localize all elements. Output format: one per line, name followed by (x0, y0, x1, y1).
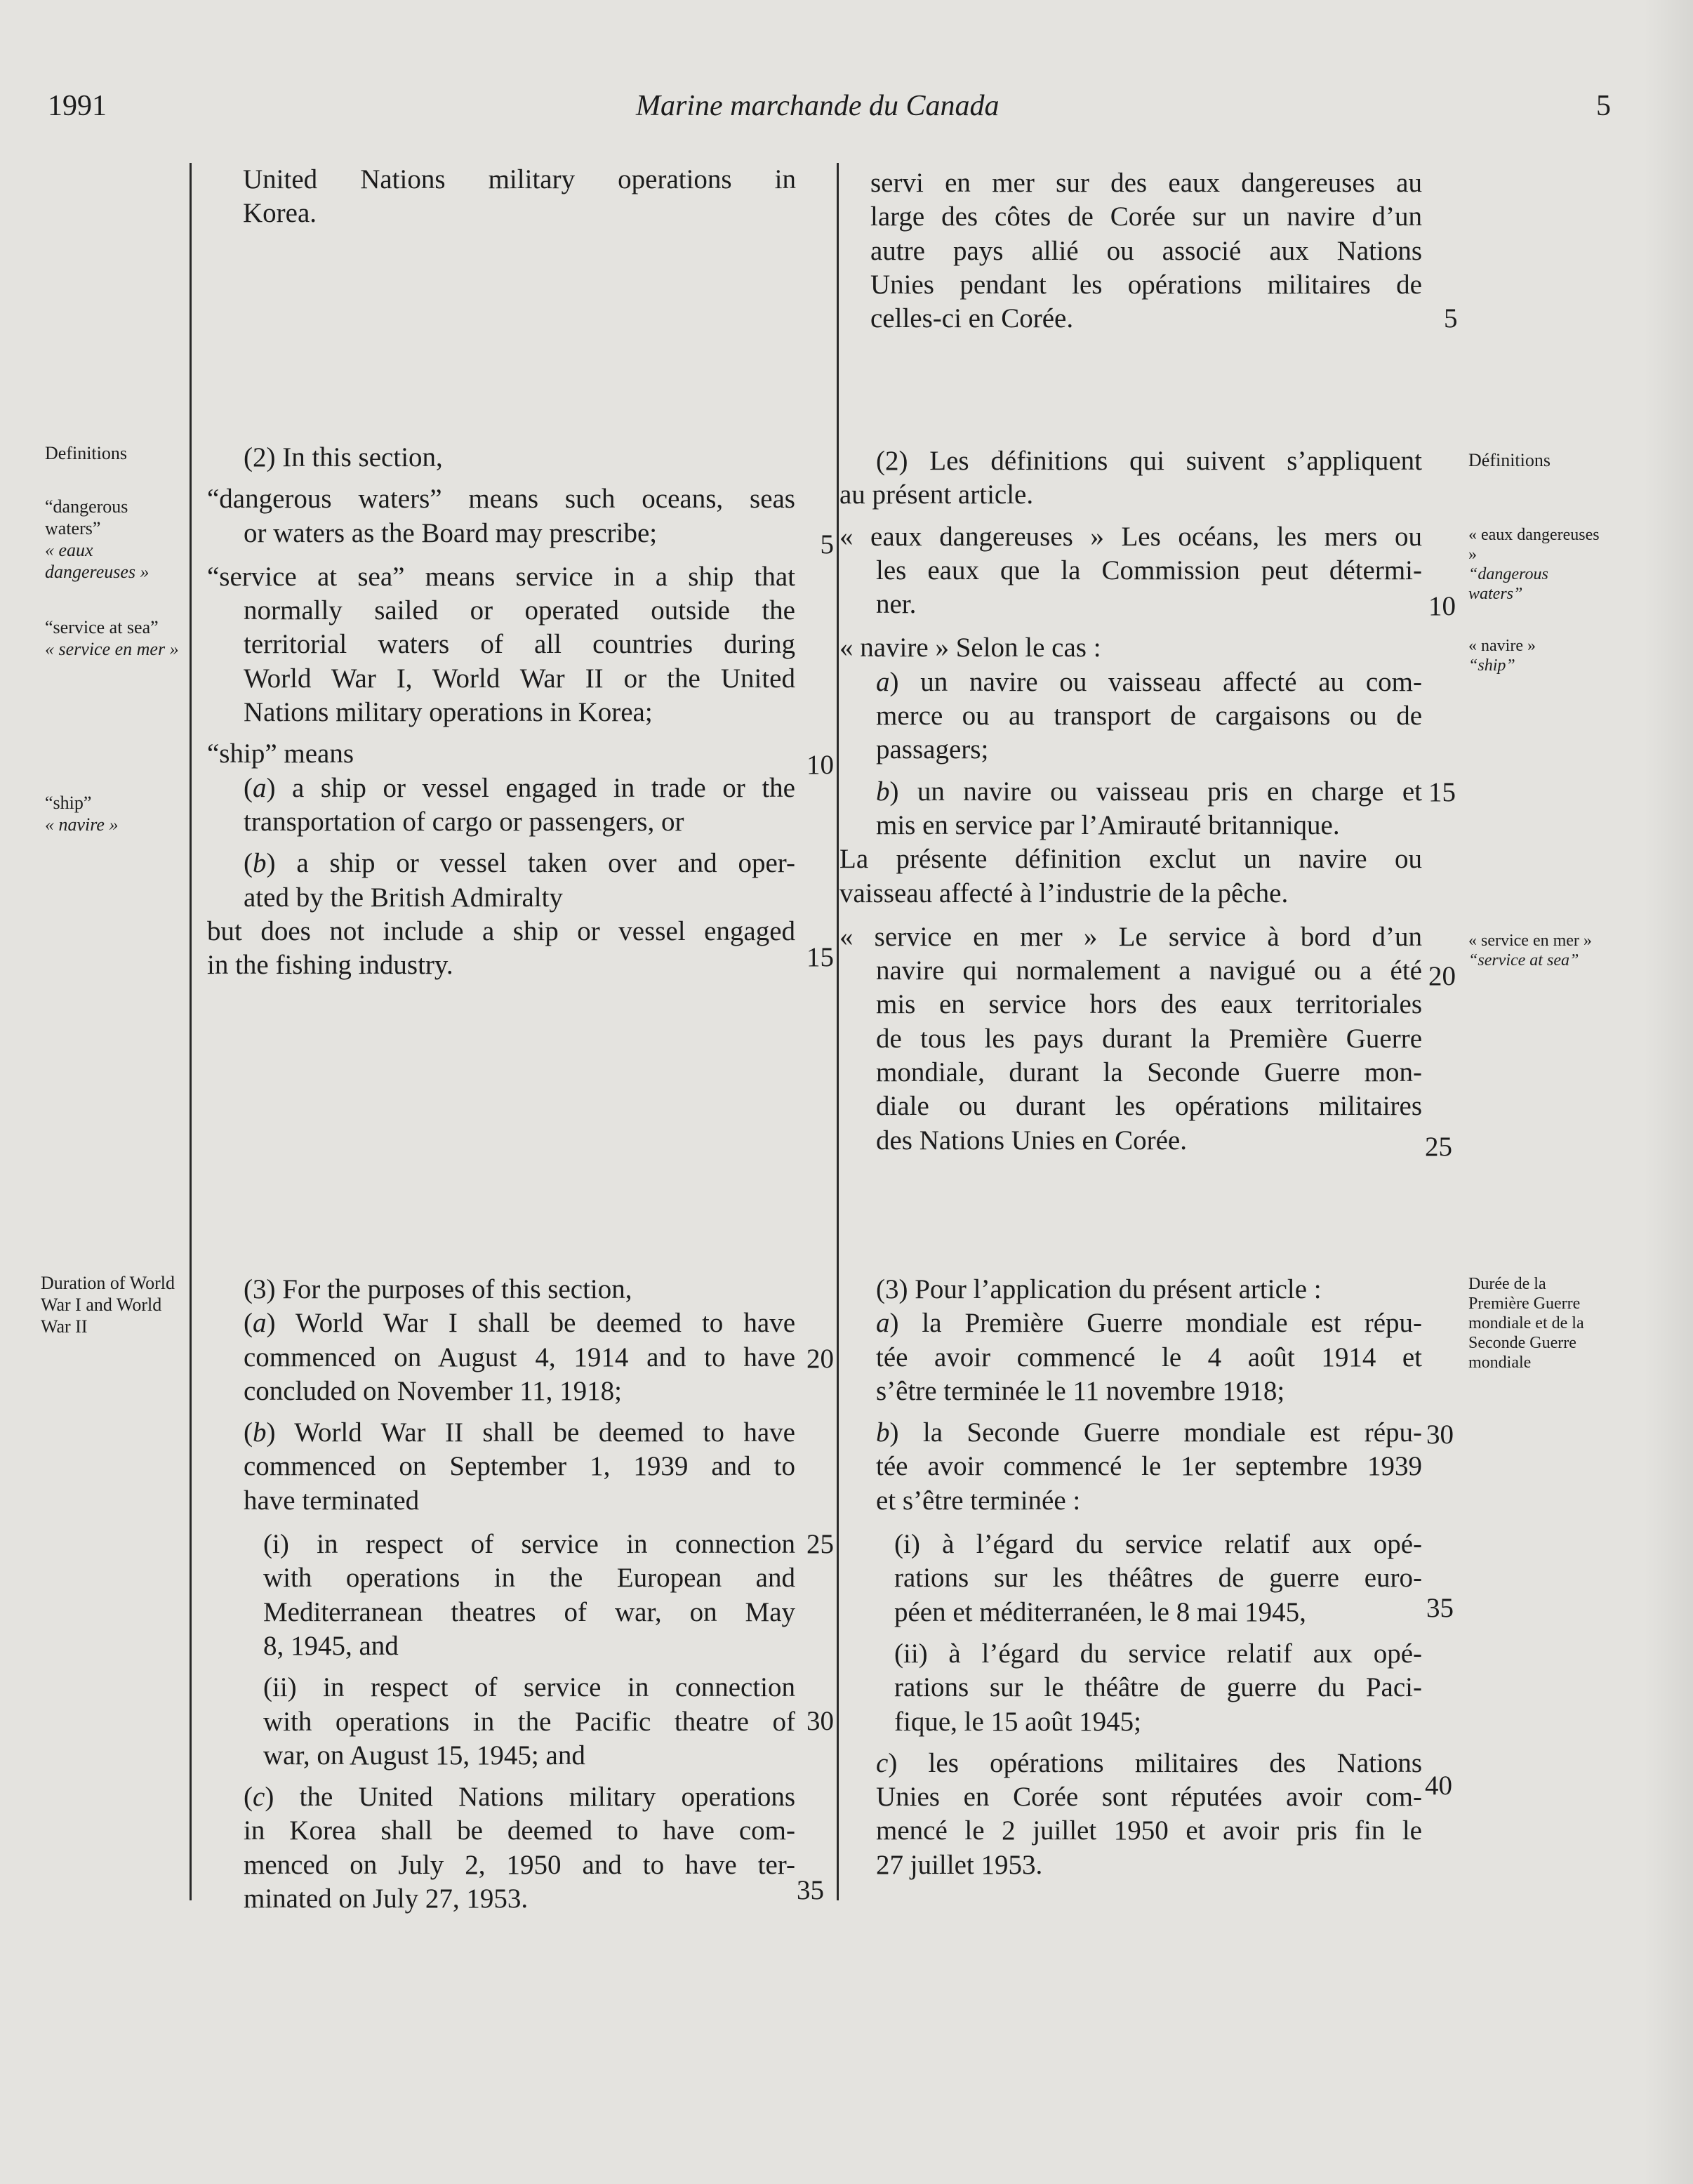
margin-note: Définitions (1468, 450, 1551, 470)
fr-intro-line: autre pays allié ou associé aux Nations (870, 235, 1422, 266)
en-line: commenced on September 1, 1939 and to (244, 1451, 795, 1482)
fr-line: (ii) à l’égard du service relatif aux opé- (894, 1638, 1422, 1669)
en-line: menced on July 2, 1950 and to have ter- (244, 1849, 795, 1880)
en-line: war, on August 15, 1945; and (263, 1740, 585, 1771)
fr-intro-line: celles-ci en Corée. (870, 303, 1074, 334)
header-year: 1991 (48, 90, 107, 122)
fr-line: « service en mer » Le service à bord d’un (839, 921, 1422, 952)
fr-line: mencé le 2 juillet 1950 et avoir pris fin le (876, 1815, 1422, 1846)
fr-line: « navire » Selon le cas : (839, 633, 1101, 663)
en-margin-dangerous-waters (45, 496, 185, 583)
en-margin-ship (45, 792, 185, 835)
en-line: in Korea shall be deemed to have com- (244, 1815, 795, 1846)
fr-margin-definitions (1468, 449, 1602, 471)
en-line: in the fishing industry. (207, 950, 453, 981)
line-number: 30 (806, 1706, 834, 1736)
en-line: (i) in respect of service in connection (263, 1529, 795, 1560)
fr-section-3 (839, 1273, 1422, 1882)
fr-line: mis en service hors des eaux territoriales (876, 989, 1422, 1020)
en-line: (b) a ship or vessel taken over and oper- (244, 848, 795, 879)
en-line: 8, 1945, and (263, 1630, 399, 1661)
margin-note: “service at sea” (1468, 951, 1579, 969)
fr-line: b) un navire ou vaisseau pris en charge et (876, 776, 1422, 807)
fr-line: vaisseau affecté à l’industrie de la pêche. (839, 878, 1289, 908)
en-line: transportation of cargo or passengers, or (244, 806, 684, 837)
fr-line: c) les opérations militaires des Nations (876, 1747, 1422, 1778)
fr-line: diale ou durant les opérations militaires (876, 1091, 1422, 1122)
header-title: Marine marchande du Canada (636, 90, 1000, 122)
en-line: normally sailed or operated outside the (244, 595, 795, 626)
fr-margin-navire (1468, 636, 1602, 675)
margin-note: Definitions (45, 443, 127, 463)
fr-line: 27 juillet 1953. (876, 1849, 1043, 1880)
en-line: with operations in the European and (263, 1563, 795, 1594)
en-margin-duration (41, 1272, 188, 1337)
fr-line: rations sur les théâtres de guerre euro- (894, 1563, 1422, 1594)
fr-line: a) la Première Guerre mondiale est répu- (876, 1308, 1422, 1339)
line-number: 10 (806, 750, 834, 780)
en-line: territorial waters of all countries during (244, 629, 795, 660)
en-line: minated on July 27, 1953. (244, 1884, 529, 1914)
center-column-rule (837, 163, 839, 1900)
en-margin-definitions (45, 442, 185, 464)
margin-note: “dangerous waters” (45, 496, 128, 538)
en-line: have terminated (244, 1485, 420, 1516)
fr-intro-line: large des côtes de Corée sur un navire d’un (870, 201, 1422, 232)
fr-line: a) un navire ou vaisseau affecté au com- (876, 666, 1422, 697)
margin-note: “dangerous waters” (1468, 565, 1548, 603)
fr-margin-eaux-dangereuses (1468, 525, 1602, 604)
fr-line: péen et méditerranéen, le 8 mai 1945, (894, 1596, 1306, 1627)
fr-line: tée avoir commencé le 4 août 1914 et (876, 1342, 1422, 1372)
en-line: World War I, World War II or the United (244, 663, 795, 694)
margin-note: Durée de la Première Guerre mondiale et de la Seconde Guerre mondiale (1468, 1275, 1584, 1372)
en-line: or waters as the Board may prescribe; (244, 517, 658, 548)
en-margin-service-at-sea (45, 616, 192, 660)
fr-section-2 (839, 444, 1422, 1158)
en-line: Mediterranean theatres of war, on May (263, 1596, 795, 1627)
page-edge-shadow (1644, 0, 1693, 2184)
en-line: (2) In this section, (244, 442, 443, 472)
line-number: 20 (1428, 961, 1456, 991)
fr-line: de tous les pays durant la Première Guerre (876, 1023, 1422, 1054)
line-number: 15 (806, 942, 834, 972)
fr-line: mondiale, durant la Seconde Guerre mon- (876, 1057, 1422, 1088)
margin-note: “service at sea” (45, 617, 159, 637)
en-line: (3) For the purposes of this section, (244, 1274, 632, 1304)
fr-line: des Nations Unies en Corée. (876, 1125, 1187, 1156)
fr-line: tée avoir commencé le 1er septembre 1939 (876, 1451, 1422, 1482)
en-line: (a) a ship or vessel engaged in trade or the (244, 772, 795, 803)
en-line: “ship” means (207, 739, 354, 769)
line-number: 25 (806, 1529, 834, 1559)
fr-line: « eaux dangereuses » Les océans, les mers ou (839, 521, 1422, 552)
line-number: 25 (1425, 1132, 1452, 1162)
margin-note: “ship” (45, 793, 92, 813)
fr-line: ner. (876, 589, 917, 620)
margin-note: « service en mer » (45, 639, 179, 659)
fr-line: navire qui normalement a navigué ou a été (876, 955, 1422, 986)
en-line: (c) the United Nations military operations (244, 1782, 795, 1813)
en-line: concluded on November 11, 1918; (244, 1375, 623, 1406)
left-column-rule (190, 163, 192, 1900)
fr-intro-line: Unies pendant les opérations militaires de (870, 269, 1422, 300)
line-number: 10 (1428, 591, 1456, 621)
fr-margin-service-en-mer (1468, 931, 1616, 970)
line-number: 20 (806, 1344, 834, 1374)
fr-line: (i) à l’égard du service relatif aux opé- (894, 1529, 1422, 1560)
fr-line: s’être terminée le 11 novembre 1918; (876, 1375, 1285, 1406)
margin-note: « service en mer » (1468, 932, 1592, 950)
en-intro (243, 163, 796, 231)
fr-line: les eaux que la Commission peut détermi- (876, 555, 1422, 585)
fr-line: mis en service par l’Amirauté britannique. (876, 809, 1340, 840)
fr-margin-duree (1468, 1274, 1602, 1372)
fr-line: La présente définition exclut un navire ou (839, 844, 1422, 875)
fr-line: et s’être terminée : (876, 1485, 1081, 1516)
line-number: 35 (1426, 1593, 1454, 1623)
en-intro-line: United Nations military operations in (243, 164, 796, 194)
line-number: 40 (1425, 1771, 1452, 1801)
line-number: 30 (1426, 1419, 1454, 1450)
en-line: (ii) in respect of service in connection (263, 1672, 795, 1703)
fr-intro-line: servi en mer sur des eaux dangereuses au (870, 168, 1422, 198)
en-line: (b) World War II shall be deemed to have (244, 1417, 795, 1448)
en-line: ated by the British Admiralty (244, 882, 563, 913)
en-line: “dangerous waters” means such oceans, seas (207, 484, 795, 515)
margin-note: Duration of World War I and World War II (41, 1273, 175, 1337)
en-line: commenced on August 4, 1914 and to have (244, 1342, 795, 1372)
en-line: but does not include a ship or vessel engaged (207, 915, 795, 946)
fr-line: fique, le 15 août 1945; (894, 1706, 1142, 1737)
margin-note: « navire » (1468, 637, 1536, 655)
page-number: 5 (1596, 90, 1611, 122)
line-number: 35 (797, 1875, 824, 1905)
line-number: 5 (1444, 303, 1458, 333)
en-line: (a) World War I shall be deemed to have (244, 1308, 795, 1339)
en-section-3 (207, 1273, 795, 1916)
en-line: “service at sea” means service in a ship that (207, 561, 795, 592)
fr-line: au présent article. (839, 479, 1034, 510)
fr-line: Unies en Corée sont réputées avoir com- (876, 1782, 1422, 1813)
fr-intro (870, 166, 1422, 336)
line-number: 5 (820, 529, 834, 560)
en-section-2 (207, 441, 795, 982)
margin-note: « navire » (45, 814, 119, 835)
margin-note: « eaux dangereuses » (45, 540, 150, 582)
fr-line: rations sur le théâtre de guerre du Paci- (894, 1672, 1422, 1703)
margin-note: “ship” (1468, 656, 1515, 675)
fr-line: passagers; (876, 734, 989, 765)
fr-line: b) la Seconde Guerre mondiale est répu- (876, 1417, 1422, 1448)
line-number: 15 (1428, 777, 1456, 807)
fr-line: (2) Les définitions qui suivent s’appliquent (876, 446, 1422, 476)
en-line: with operations in the Pacific theatre of (263, 1706, 795, 1737)
en-line: Nations military operations in Korea; (244, 697, 653, 728)
en-intro-line: Korea. (243, 198, 317, 229)
fr-line: (3) Pour l’application du présent article : (876, 1274, 1322, 1304)
margin-note: « eaux dangereuses » (1468, 526, 1600, 564)
fr-line: merce ou au transport de cargaisons ou de (876, 701, 1422, 732)
